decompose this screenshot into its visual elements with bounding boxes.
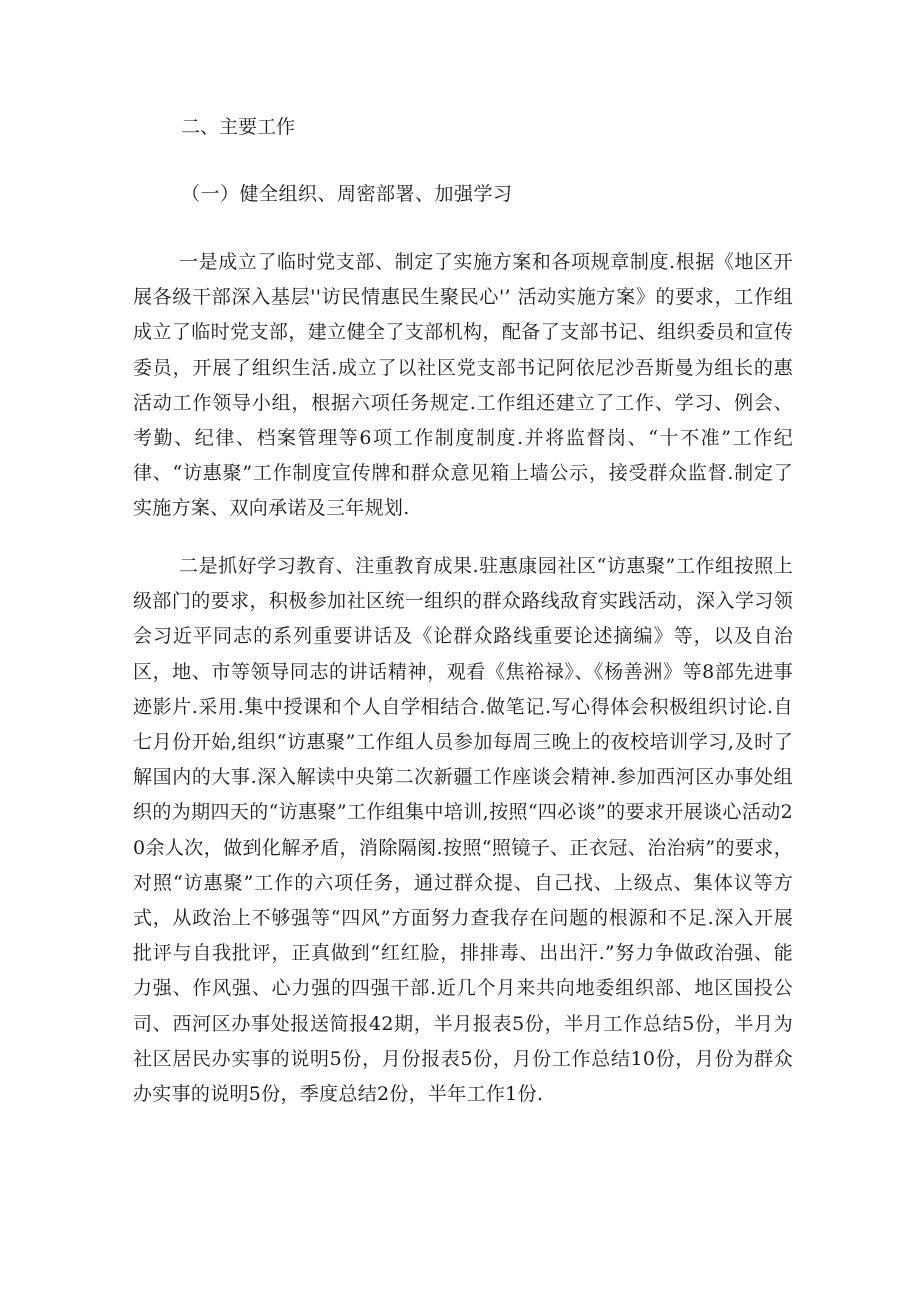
section-heading: 二、主要工作: [181, 116, 296, 138]
subsection-heading: （一）健全组织、周密部署、加强学习: [181, 183, 513, 205]
paragraph-organization: 一是成立了临时党支部、制定了实施方案和各项规章制度.根据《地区开展各级干部深入基层''访民情惠民生聚民心'’ 活动实施方案》的要求，工作组成立了临时党支部，建立健全了支部机构，配备了支部书记、组织委员和宣传委员，开展了组织生活.成立了以社区党支部书记阿依尼沙吾斯曼为组长的惠活动工作领导小组，根据六项任务规定.工作组还建立了工作、学习、例会、考勤、纪律、档案管理等6项工作制度制度.并将监督岗、“十不准”工作纪律、“访惠聚”工作制度宣传牌和群众意见箱上墙公示，接受群众监督.制定了实施方案、双向承诺及三年规划.: [133, 251, 793, 520]
paragraph-study: 二是抓好学习教育、注重教育成果.驻惠康园社区“访惠聚”工作组按照上级部门的要求，积极参加社区统一组织的群众路线敌育实践活动，深入学习领会习近平同志的系列重要讲话及《论群众路线重要论述摘编》等，以及自治区，地、市等领导同志的讲话精神，观看《焦裕禄》、《杨善洲》等8部先进事迹影片.采用.集中授课和个人自学相结合.做笔记.写心得体会积极组织讨论.自七月份开始,组织“访惠聚”工作组人员参加每周三晚上的夜校培训学习,及时了解国内的大事.深入解读中央第二次新疆工作座谈会精神.参加西河区办事处组织的为期四天的“访惠聚”工作组集中培训,按照“四必谈”的要求开展谈心活动20余人次，做到化解矛盾，消除隔阂.按照“照镜子、正衣冠、治治病”的要求，对照“访惠聚”工作的六项任务，通过群众提、自己找、上级点、集体议等方式，从政治上不够强等“四风”方面努力查我存在问题的根源和不足.深入开展批评与自我批评，正真做到“红红脸，排排毒、出出汗.”努力争做政治强、能力强、作风强、心力强的四强干部.近几个月来共向地委组织部、地区国投公司、西河区办事处报送简报42期，半月报表5份，半月工作总结5份，半月为社区居民办实事的说明5份，月份报表5份，月份工作总结10份，月份为群众办实事的说明5份，季度总结2份，半年工作1份.: [133, 555, 793, 1106]
